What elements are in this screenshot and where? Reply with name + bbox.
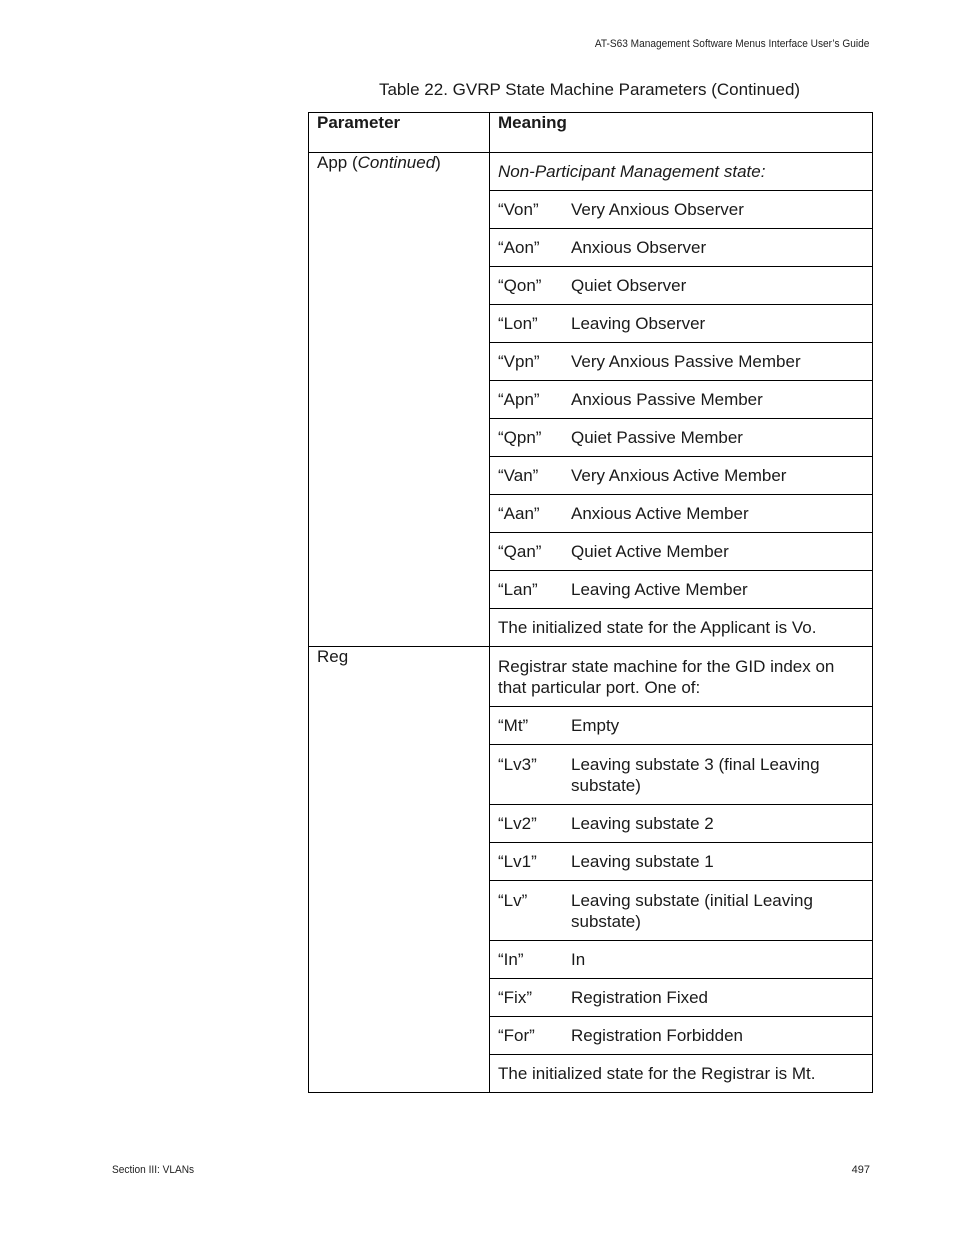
column-header-parameter: Parameter [309, 113, 490, 153]
state-code: “Lon” [498, 313, 538, 333]
state-code: “Vpn” [498, 351, 540, 371]
state-description: Anxious Passive Member [571, 389, 763, 409]
state-description: Empty [571, 715, 620, 735]
state-description: Anxious Observer [571, 237, 707, 257]
state-description: Quiet Observer [571, 275, 687, 295]
state-description: Very Anxious Active Member [571, 465, 787, 485]
state-code: “In” [498, 949, 524, 969]
state-code: “Mt” [498, 715, 529, 735]
table-header-row [309, 113, 873, 153]
state-description: Quiet Active Member [571, 541, 729, 561]
running-header: AT-S63 Management Software Menus Interface User’s Guide [594, 38, 869, 50]
state-code: “Lv1” [498, 851, 537, 871]
state-description: Leaving substate 1 [571, 851, 714, 871]
state-code: “Apn” [498, 389, 540, 409]
table-caption: Table 22. GVRP State Machine Parameters (Continued) [378, 80, 801, 99]
state-description: Leaving substate 2 [571, 813, 714, 833]
state-code: “Van” [498, 465, 539, 485]
state-code: “Qpn” [498, 427, 542, 447]
state-description: Quiet Passive Member [571, 427, 743, 447]
state-description: Leaving substate (initial Leaving substate) [571, 890, 813, 931]
state-code: “Von” [498, 199, 539, 219]
state-description: Anxious Active Member [571, 503, 749, 523]
table-row [309, 153, 873, 191]
state-description: Registration Forbidden [571, 1025, 743, 1045]
state-code: “Aon” [498, 237, 540, 257]
state-description: Leaving Observer [571, 313, 706, 333]
state-description: In [571, 949, 586, 969]
state-description: Registration Fixed [571, 987, 709, 1007]
state-code: “For” [498, 1025, 535, 1045]
app-intro: Non-Participant Management state: [490, 153, 873, 191]
state-code: “Fix” [498, 987, 532, 1007]
state-code: “Lan” [498, 579, 538, 599]
state-description: Leaving substate 3 (final Leaving substate) [571, 754, 820, 795]
page-number: 497 [851, 1164, 870, 1176]
gvrp-parameters-table [308, 112, 873, 1093]
app-note: The initialized state for the Applicant is Vo. [490, 609, 873, 647]
footer-section: Section III: VLANs [112, 1164, 195, 1176]
reg-intro: Registrar state machine for the GID index on that particular port. One of: [490, 647, 873, 707]
state-code: “Lv3” [498, 754, 537, 774]
table-row [309, 647, 873, 707]
state-code: “Lv” [498, 890, 528, 910]
parameter-reg: Reg [309, 647, 490, 1093]
state-description: Very Anxious Observer [571, 199, 744, 219]
state-code: “Lv2” [498, 813, 537, 833]
reg-note: The initialized state for the Registrar is Mt. [490, 1055, 873, 1093]
parameter-app: App (Continued) [309, 153, 490, 647]
state-code: “Aan” [498, 503, 540, 523]
state-description: Leaving Active Member [571, 579, 748, 599]
state-description: Very Anxious Passive Member [571, 351, 801, 371]
state-code: “Qon” [498, 275, 542, 295]
column-header-meaning: Meaning [490, 113, 873, 153]
state-code: “Qan” [498, 541, 542, 561]
